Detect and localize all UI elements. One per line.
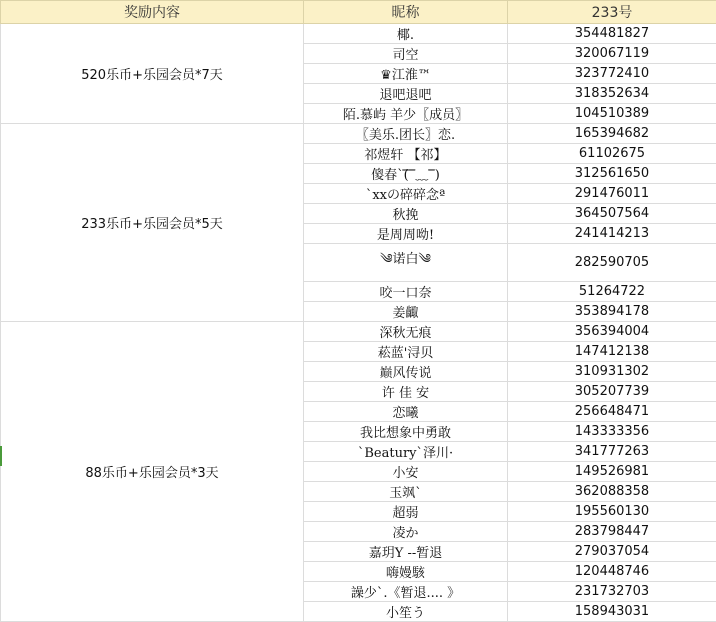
nickname-cell[interactable]: 凌か [304, 522, 508, 542]
nickname-cell[interactable]: 恋曦 [304, 402, 508, 422]
nickname-cell[interactable]: 祁煜轩 【祁】 [304, 144, 508, 164]
nickname-cell[interactable]: 退吧退吧 [304, 84, 508, 104]
nickname-cell[interactable]: 小笙う [304, 602, 508, 622]
header-row [1, 1, 716, 24]
id-cell[interactable]: 305207739 [508, 382, 716, 402]
table-row [1, 24, 716, 44]
id-cell[interactable]: 147412138 [508, 342, 716, 362]
nickname-cell[interactable]: 秋挽 [304, 204, 508, 224]
header-nickname[interactable]: 昵称 [304, 1, 508, 24]
id-cell[interactable]: 341777263 [508, 442, 716, 462]
nickname-cell[interactable]: 我比想象中勇敢 [304, 422, 508, 442]
nickname-cell[interactable]: ♛江淮™ [304, 64, 508, 84]
nickname-cell[interactable]: ༄诺白༄ [304, 244, 508, 282]
id-cell[interactable]: 320067119 [508, 44, 716, 64]
id-cell[interactable]: 312561650 [508, 164, 716, 184]
id-cell[interactable]: 61102675 [508, 144, 716, 164]
table-row [1, 124, 716, 144]
id-cell[interactable]: 158943031 [508, 602, 716, 622]
nickname-cell[interactable]: 巅风传说 [304, 362, 508, 382]
reward-cell[interactable]: 520乐币+乐园会员*7天 [1, 24, 304, 124]
nickname-cell[interactable]: 许 佳 安 [304, 382, 508, 402]
row-marker [0, 446, 2, 466]
nickname-cell[interactable]: 是周周呦! [304, 224, 508, 244]
id-cell[interactable]: 283798447 [508, 522, 716, 542]
id-cell[interactable]: 195560130 [508, 502, 716, 522]
id-cell[interactable]: 51264722 [508, 282, 716, 302]
id-cell[interactable]: 143333356 [508, 422, 716, 442]
nickname-cell[interactable]: ˋxxの碎碎念ª [304, 184, 508, 204]
id-cell[interactable]: 165394682 [508, 124, 716, 144]
id-cell[interactable]: 318352634 [508, 84, 716, 104]
id-cell[interactable]: 356394004 [508, 322, 716, 342]
id-cell[interactable]: 279037054 [508, 542, 716, 562]
reward-cell[interactable]: 88乐币+乐园会员*3天 [1, 322, 304, 622]
id-cell[interactable]: 231732703 [508, 582, 716, 602]
id-cell[interactable]: 282590705 [508, 244, 716, 282]
id-cell[interactable]: 362088358 [508, 482, 716, 502]
nickname-cell[interactable]: 〖美乐.团长〗恋. [304, 124, 508, 144]
nickname-cell[interactable]: 咬一口奈 [304, 282, 508, 302]
nickname-cell[interactable]: 玉飒ˋ [304, 482, 508, 502]
nickname-cell[interactable]: ˋBeaturyˋ泽川· [304, 442, 508, 462]
header-id[interactable]: 233号 [508, 1, 716, 24]
id-cell[interactable]: 256648471 [508, 402, 716, 422]
nickname-cell[interactable]: 嘉玥Y --暂退 [304, 542, 508, 562]
id-cell[interactable]: 291476011 [508, 184, 716, 204]
id-cell[interactable]: 241414213 [508, 224, 716, 244]
id-cell[interactable]: 323772410 [508, 64, 716, 84]
nickname-cell[interactable]: 司空 [304, 44, 508, 64]
id-cell[interactable]: 104510389 [508, 104, 716, 124]
nickname-cell[interactable]: 小安 [304, 462, 508, 482]
id-cell[interactable]: 149526981 [508, 462, 716, 482]
nickname-cell[interactable]: 菘蓝'浔贝 [304, 342, 508, 362]
nickname-cell[interactable]: 陌.慕屿 羊少〖成员〗 [304, 104, 508, 124]
header-reward[interactable]: 奖励内容 [1, 1, 304, 24]
id-cell[interactable]: 353894178 [508, 302, 716, 322]
id-cell[interactable]: 120448746 [508, 562, 716, 582]
table-row [1, 322, 716, 342]
nickname-cell[interactable]: 譟少ˋ.《暂退.... 》 [304, 582, 508, 602]
nickname-cell[interactable]: 椰. [304, 24, 508, 44]
nickname-cell[interactable]: 傻春ˋ(̿‾̿﹏‾̿) [304, 164, 508, 184]
id-cell[interactable]: 364507564 [508, 204, 716, 224]
id-cell[interactable]: 354481827 [508, 24, 716, 44]
nickname-cell[interactable]: 超弱 [304, 502, 508, 522]
id-cell[interactable]: 310931302 [508, 362, 716, 382]
nickname-cell[interactable]: 深秋无痕 [304, 322, 508, 342]
reward-cell[interactable]: 233乐币+乐园会员*5天 [1, 124, 304, 322]
nickname-cell[interactable]: 姜齱 [304, 302, 508, 322]
nickname-cell[interactable]: 嗨嫚駭 [304, 562, 508, 582]
